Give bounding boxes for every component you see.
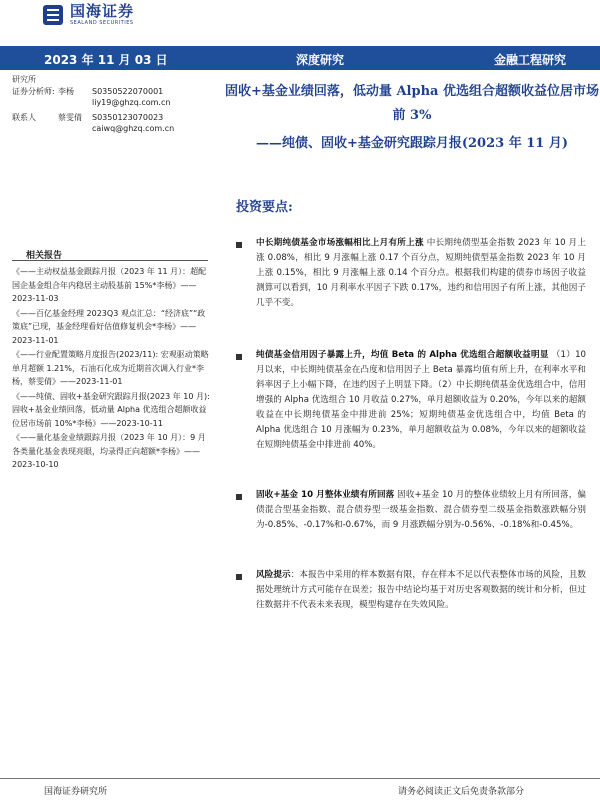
key-point <box>256 348 586 453</box>
key-point-heading: 中长期纯债基金市场涨幅相比上月有所上涨 <box>256 238 424 248</box>
report-type: 深度研究 <box>296 53 345 67</box>
key-point-body: ：本报告中采用的样本数据有限，存在样本不足以代表整体市场的风险，且数据处理统计方式可能存在误差；报告中结论均基于对历史客观数据的统计和分析，但过往数据并不代表未来表现，模型构建存在失效风险。 <box>256 570 586 610</box>
logo-chinese-name: 国海证券 <box>70 2 135 20</box>
footer-divider <box>0 778 600 779</box>
key-point-heading: 风险提示 <box>256 570 291 580</box>
analyst-email[interactable]: caiwq@ghzq.com.cn <box>92 124 175 133</box>
related-reports-title: 相关报告 <box>26 251 63 261</box>
institute-label: 研究所 <box>12 75 36 84</box>
analyst-name: 蔡雯倩 <box>58 113 82 122</box>
related-report-item[interactable]: 《——百亿基金经理 2023Q3 观点汇总：“经济底”“政策底”已现，基金经理看好估值修复机会*李杨》——2023-11-01 <box>12 308 206 345</box>
key-point-body: 中长期纯债型基金指数 2023 年 10 月上涨 0.08%，相比 9 月涨幅上涨 0.17 个百分点，短期纯债型基金指数 2023 年 10 月上涨 0.15%，相比 9 月涨幅上涨 0.14 个百分点。根据我们构建的债券市场因子收益测算可以看到，10 月利率水平因子下跌 0.17%，违约和信用因子有所上涨，其他因子几乎不变。 <box>256 238 586 308</box>
analyst-cert: S0350123070023 <box>92 113 164 122</box>
analyst-row <box>12 86 208 97</box>
related-report-item[interactable]: 《——行业配置策略月度报告(2023/11): 宏观驱动策略单月超额 1.21%，石油石化成为近期首次调入行业*李杨，蔡雯倩》——2023-11-01 <box>12 350 209 386</box>
key-point <box>256 488 586 533</box>
header-banner <box>0 46 600 70</box>
key-point-body: （1）10 月以来，中长期纯债基金在凸度和信用因子上 Beta 暴露均值有所上升，在利率水平和斜率因子上小幅下降，在违约因子上明显下降。（2）中长期纯债基金优选组合中，信用增强的 Alpha 优选组合 10 月收益 0.27%，单月超额收益为 0.20%，今年以来的超额收益在中长期纯债基金中排进前 25%；短期纯债基金优选组合中，均值 Beta 的 Alpha 优选组合 10 月涨幅为 0.23%，单月超额收益为 0.08%，今年以来的超额收益在短期纯债基金中排进前 40%。 <box>256 350 587 450</box>
report-date: 2023 年 11 月 03 日 <box>44 53 168 67</box>
bullet-icon <box>236 354 242 360</box>
analyst-info <box>12 74 208 134</box>
report-subtitle: ——纯债、固收+基金研究跟踪月报(2023 年 11 月) <box>255 136 569 151</box>
logo-english-name: SEALAND SECURITIES <box>70 20 134 26</box>
analyst-row <box>12 112 208 123</box>
analyst-role: 联系人 <box>12 113 36 122</box>
analyst-role: 证券分析师: <box>12 87 55 96</box>
company-logo <box>42 4 134 26</box>
footer-institute: 国海证券研究所 <box>44 787 108 797</box>
related-reports-list <box>12 265 210 473</box>
bullet-icon <box>236 242 242 248</box>
divider <box>12 260 208 261</box>
investment-highlights-heading: 投资要点: <box>236 200 293 215</box>
related-report-item[interactable]: 《——量化基金业绩跟踪月报（2023 年 10 月）：9 月各类量化基金表现亮眼，均录得正向超额*李杨》——2023-10-10 <box>12 433 206 469</box>
key-point-body: 固收+基金 10 月的整体业绩较上月有所回落，偏债混合型基金指数、混合债券型一级基金指数、混合债券型二级基金指数涨跌幅分别为-0.85%、-0.17%和-0.67%，而 9 月涨跌幅分别为-0.56%、-0.18%和-0.45%。 <box>256 490 586 530</box>
related-report-item[interactable]: 《——纯债、固收+基金研究跟踪月报(2023 年 10 月): 固收+基金业绩回落，低动量 Alpha 优选组合超额收益位居市场前 10%*李杨》——2023-10-11 <box>12 391 210 428</box>
analyst-name: 李杨 <box>58 87 74 96</box>
report-title: 固收+基金业绩回落，低动量 Alpha 优选组合超额收益位居市场前 3% <box>225 84 599 123</box>
footer-disclaimer: 请务必阅读正文后免责条款部分 <box>398 787 525 797</box>
key-point-heading: 纯债基金信用因子暴露上升，均值 Beta 的 Alpha 优选组合超额收益明显 <box>256 350 549 360</box>
bullet-icon <box>236 574 242 580</box>
key-point-heading: 固收+基金 10 月整体业绩有所回落 <box>256 490 395 500</box>
report-title-block <box>224 80 600 156</box>
analyst-email[interactable]: liy19@ghzq.com.cn <box>92 98 171 107</box>
key-point <box>256 568 586 613</box>
analyst-cert: S0350522070001 <box>92 87 164 96</box>
key-point <box>256 236 586 311</box>
sealand-logo-icon <box>42 4 64 26</box>
bullet-icon <box>236 494 242 500</box>
report-category: 金融工程研究 <box>494 53 567 67</box>
related-report-item[interactable]: 《——主动权益基金跟踪月报（2023 年 11 月）：超配国企基金组合年内稳居主动股基前 15%*李杨》——2023-11-03 <box>12 267 207 303</box>
